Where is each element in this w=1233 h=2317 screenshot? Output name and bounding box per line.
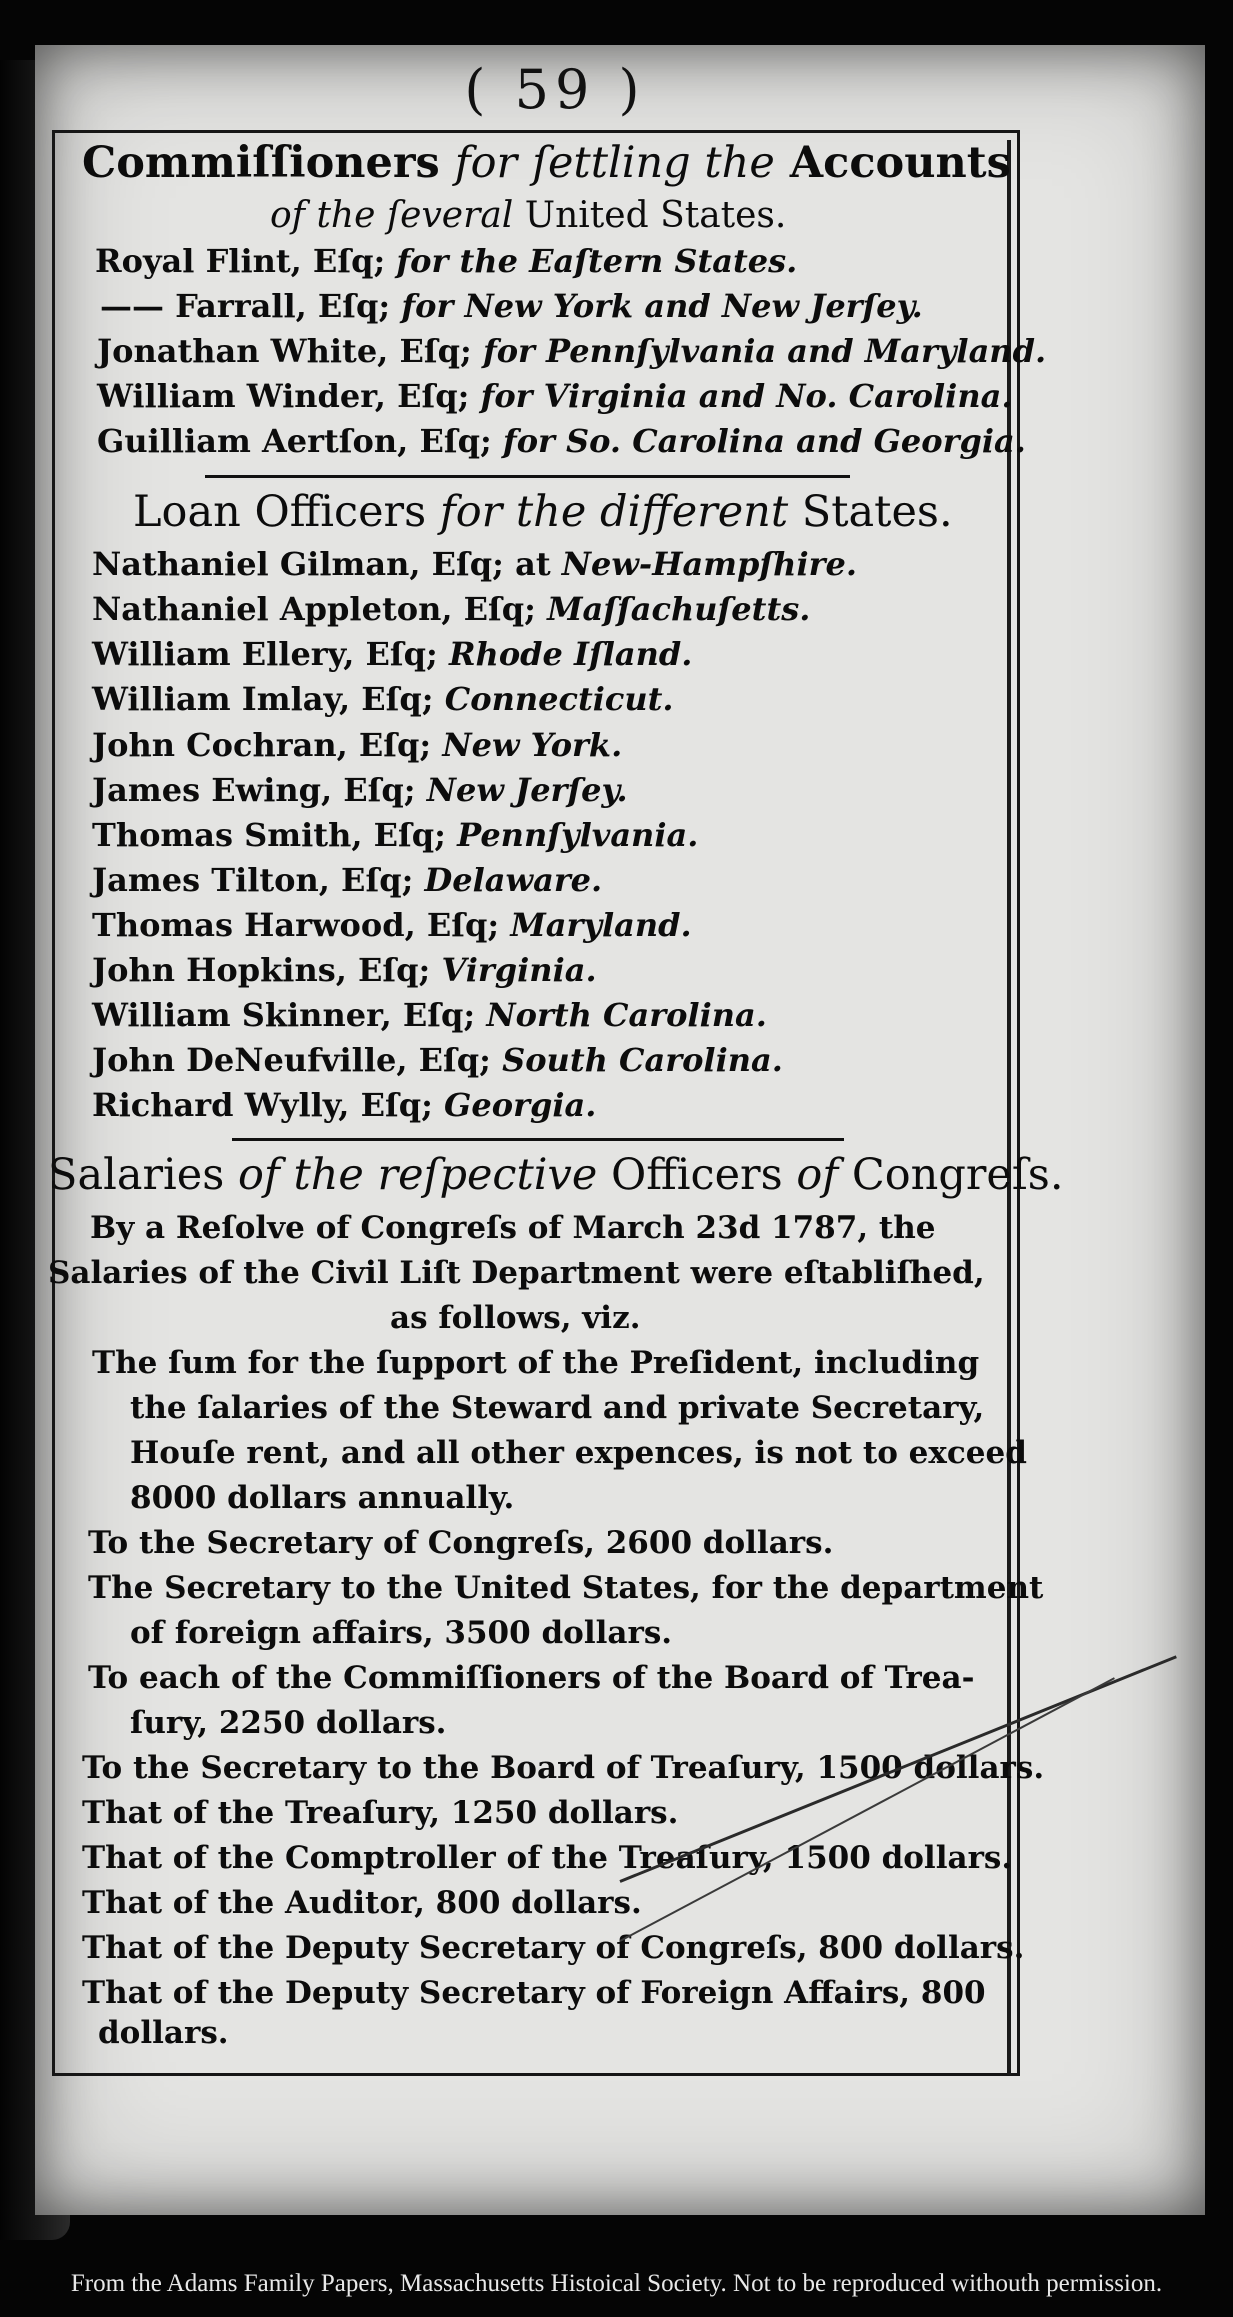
- loan-officer-name: John Hopkins, Eſq;: [92, 951, 431, 989]
- commissioner-entry: [100, 287, 923, 325]
- commissioners-title-for: for: [454, 138, 518, 188]
- loan-officer-place: North Carolina.: [486, 996, 767, 1034]
- commissioner-name: Royal Flint, Eſq;: [95, 242, 386, 280]
- commissioner-place: for So. Carolina and Georgia.: [502, 422, 1026, 460]
- salary-line: To the Secretary to the Board of Treaſury, 1500 dollars.: [82, 1750, 1045, 1786]
- loan-officers-title-end: States.: [801, 487, 953, 537]
- loan-officer-place: Maſſachuſetts.: [547, 590, 811, 628]
- salary-line: Salaries of the Civil Liſt Department were eſtabliſhed,: [48, 1255, 985, 1291]
- salaries-title: [48, 1150, 1064, 1200]
- salary-line: The ſum for the ſupport of the Preſident, including: [92, 1345, 980, 1381]
- salary-line: the ſalaries of the Steward and private Secretary,: [130, 1390, 985, 1426]
- salary-line: of foreign affairs, 3500 dollars.: [130, 1615, 673, 1651]
- commissioner-entry: [95, 242, 797, 280]
- commissioner-place: for Pennſylvania and Maryland.: [482, 332, 1047, 370]
- loan-officer-entry: [92, 951, 597, 989]
- loan-officer-name: Nathaniel Appleton, Eſq;: [92, 590, 536, 628]
- loan-officer-entry: [92, 816, 698, 854]
- salary-line: To each of the Commiſſioners of the Board of Trea-: [88, 1660, 975, 1696]
- loan-officers-title-italic: for the different: [439, 487, 789, 537]
- commissioner-entry: [97, 377, 1012, 415]
- salaries-title-end: Congreſs.: [851, 1150, 1064, 1200]
- loan-officer-place: Rhode Iſland.: [448, 635, 693, 673]
- commissioner-place: for New York and New Jerſey.: [401, 287, 923, 325]
- loan-officer-name: William Skinner, Eſq;: [92, 996, 476, 1034]
- loan-officer-entry: [92, 1041, 783, 1079]
- loan-officer-entry: [92, 726, 622, 764]
- commissioner-name: —— Farrall, Eſq;: [100, 287, 391, 325]
- salary-line: That of the Treaſury, 1250 dollars.: [82, 1795, 679, 1831]
- loan-officer-place: New Jerſey.: [426, 771, 628, 809]
- salary-line: as follows, viz.: [390, 1300, 641, 1336]
- loan-officer-name: William Ellery, Eſq;: [92, 635, 438, 673]
- loan-officer-name: James Ewing, Eſq;: [92, 771, 416, 809]
- loan-officer-place: Delaware.: [424, 861, 603, 899]
- loan-officer-place: South Carolina.: [502, 1041, 783, 1079]
- salary-line: dollars.: [98, 2015, 229, 2051]
- salary-line: The Secretary to the United States, for the department: [88, 1570, 1044, 1606]
- loan-officer-place: Maryland.: [510, 906, 692, 944]
- commissioners-title-main: Commiſſioners: [82, 138, 440, 188]
- commissioner-name: Jonathan White, Eſq;: [97, 332, 472, 370]
- commissioners-subtitle: [270, 195, 786, 236]
- loan-officer-entry: [92, 861, 602, 899]
- loan-officer-entry: [92, 680, 674, 718]
- loan-officer-name: Richard Wylly, Eſq;: [92, 1086, 433, 1124]
- salaries-title-italic2: of: [796, 1150, 839, 1200]
- loan-officer-entry: [92, 545, 857, 583]
- commissioner-entry: [97, 422, 1026, 460]
- salary-line: To the Secretary of Congreſs, 2600 dollars.: [88, 1525, 834, 1561]
- loan-officer-entry: [92, 771, 628, 809]
- salary-line: That of the Deputy Secretary of Foreign Affairs, 800: [82, 1975, 986, 2011]
- commissioner-name: Guilliam Aertſon, Eſq;: [97, 422, 492, 460]
- salary-line: 8000 dollars annually.: [130, 1480, 515, 1516]
- commissioners-title: [82, 138, 1011, 188]
- loan-officer-name: John Cochran, Eſq;: [92, 726, 432, 764]
- commissioner-place: for the Eaſtern States.: [396, 242, 798, 280]
- salary-line: By a Reſolve of Congreſs of March 23d 1787, the: [90, 1210, 936, 1246]
- loan-officer-name: Thomas Harwood, Eſq;: [92, 906, 500, 944]
- salaries-title-mid: Officers: [610, 1150, 783, 1200]
- loan-officer-entry: [92, 1086, 596, 1124]
- loan-officer-place: Virginia.: [441, 951, 597, 989]
- salary-line: ſury, 2250 dollars.: [130, 1705, 447, 1741]
- loan-officer-place: New York.: [442, 726, 623, 764]
- commissioners-subtitle-prefix: of the ſeveral: [270, 195, 514, 236]
- section-divider: [232, 1138, 844, 1141]
- commissioners-title-settling: ſettling the: [532, 138, 775, 188]
- commissioner-place: for Virginia and No. Carolina.: [480, 377, 1013, 415]
- commissioner-name: William Winder, Eſq;: [97, 377, 470, 415]
- loan-officer-name: James Tilton, Eſq;: [92, 861, 414, 899]
- loan-officer-entry: [92, 996, 767, 1034]
- loan-officer-name: William Imlay, Eſq;: [92, 680, 434, 718]
- loan-officer-entry: [92, 590, 810, 628]
- commissioners-title-accounts: Accounts: [789, 138, 1011, 188]
- section-divider: [205, 475, 850, 478]
- loan-officer-place: New-Hampſhire.: [561, 545, 857, 583]
- loan-officer-place: Pennſylvania.: [457, 816, 699, 854]
- loan-officers-title: [133, 487, 953, 537]
- loan-officer-place: Connecticut.: [444, 680, 674, 718]
- loan-officers-title-main: Loan Officers: [133, 487, 427, 537]
- loan-officer-entry: [92, 635, 692, 673]
- commissioners-subtitle-main: United States.: [524, 195, 787, 236]
- commissioner-entry: [97, 332, 1046, 370]
- loan-officer-entry: [92, 906, 692, 944]
- salary-line: That of the Comptroller of the Treaſury, 1500 dollars.: [82, 1840, 1013, 1876]
- salaries-title-italic1: of the reſpective: [237, 1150, 598, 1200]
- loan-officer-name: Nathaniel Gilman, Eſq; at: [92, 545, 551, 583]
- page-number: ( 59 ): [464, 58, 646, 121]
- archive-footer: From the Adams Family Papers, Massachusetts Histoical Society. Not to be reproduced withouth permission.: [70, 2270, 1163, 2297]
- loan-officer-place: Georgia.: [444, 1086, 597, 1124]
- salary-line: That of the Auditor, 800 dollars.: [82, 1885, 642, 1921]
- salary-line: Houſe rent, and all other expences, is not to exceed: [130, 1435, 1027, 1471]
- salaries-title-main: Salaries: [48, 1150, 225, 1200]
- salary-line: That of the Deputy Secretary of Congreſs, 800 dollars.: [82, 1930, 1025, 1966]
- loan-officer-name: John DeNeufville, Eſq;: [92, 1041, 491, 1079]
- loan-officer-name: Thomas Smith, Eſq;: [92, 816, 446, 854]
